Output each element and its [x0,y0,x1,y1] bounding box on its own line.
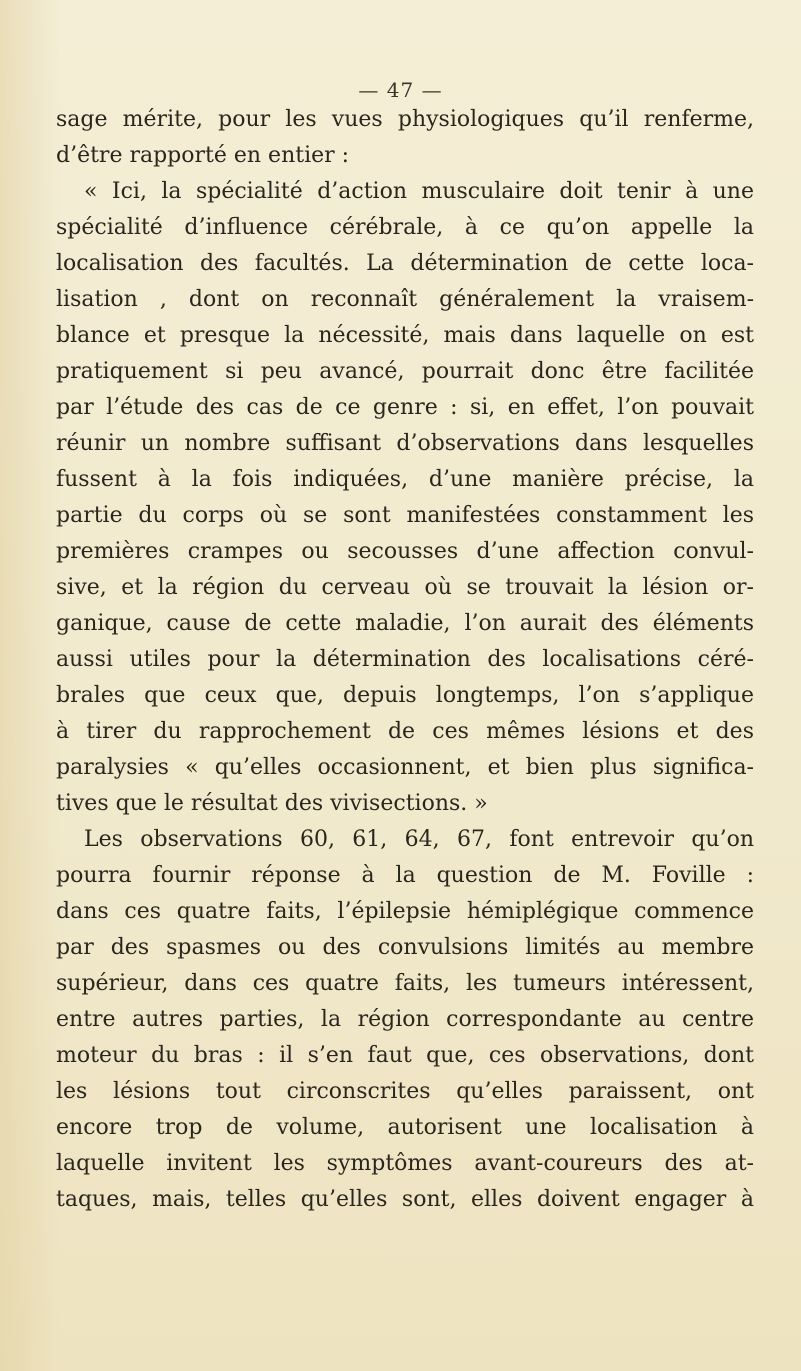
text-line: par l’étude des cas de ce genre : si, en effet, l’on pouvait [56,395,754,420]
text-line: spécialité d’influence cérébrale, à ce qu’on appelle la [56,215,754,240]
paragraph-3 [56,822,754,1218]
text-line: taques, mais, telles qu’elles sont, elles doivent engager à [56,1187,754,1212]
text-line: fussent à la fois indiquées, d’une manière précise, la [56,467,754,492]
text-line: aussi utiles pour la détermination des localisations céré- [56,647,754,672]
text-line: entre autres parties, la région correspondante au centre [56,1007,754,1032]
text-line: localisation des facultés. La détermination de cette loca- [56,251,754,276]
page-number: — 47 — [358,78,443,102]
text-line: sage mérite, pour les vues physiologiques qu’il renferme, [56,107,754,132]
text-line: d’être rapporté en entier : [56,143,350,168]
text-line: par des spasmes ou des convulsions limités au membre [56,935,754,960]
text-line: à tirer du rapprochement de ces mêmes lésions et des [56,719,754,744]
text-line: dans ces quatre faits, l’épilepsie hémiplégique commence [56,899,754,924]
text-line: Les observations 60, 61, 64, 67, font entrevoir qu’on [84,827,754,852]
text-line: tives que le résultat des vivisections. » [56,791,488,816]
text-line: premières crampes ou secousses d’une affection convul- [56,539,754,564]
text-line: laquelle invitent les symptômes avant-coureurs des at- [56,1151,754,1176]
text-line: encore trop de volume, autorisent une localisation à [56,1115,754,1140]
body-text [56,102,754,1218]
text-line: sive, et la région du cerveau où se trouvait la lésion or- [56,575,754,600]
text-line: pourra fournir réponse à la question de M. Foville : [56,863,754,888]
text-line: blance et presque la nécessité, mais dans laquelle on est [56,323,754,348]
text-line: moteur du bras : il s’en faut que, ces observations, dont [56,1043,754,1068]
paragraph-1 [56,102,754,174]
text-line: supérieur, dans ces quatre faits, les tumeurs intéressent, [56,971,754,996]
text-line: partie du corps où se sont manifestées constamment les [56,503,754,528]
text-line: pratiquement si peu avancé, pourrait donc être facilitée [56,359,754,384]
paragraph-2-quotation [56,174,754,822]
text-line: « Ici, la spécialité d’action musculaire doit tenir à une [84,179,754,204]
text-line: paralysies « qu’elles occasionnent, et bien plus significa- [56,755,754,780]
text-line: brales que ceux que, depuis longtemps, l’on s’applique [56,683,754,708]
text-line: ganique, cause de cette maladie, l’on aurait des éléments [56,611,754,636]
text-line: lisation , dont on reconnaît généralement la vraisem- [56,287,754,312]
text-line: réunir un nombre suffisant d’observations dans lesquelles [56,431,754,456]
text-line: les lésions tout circonscrites qu’elles paraissent, ont [56,1079,754,1104]
